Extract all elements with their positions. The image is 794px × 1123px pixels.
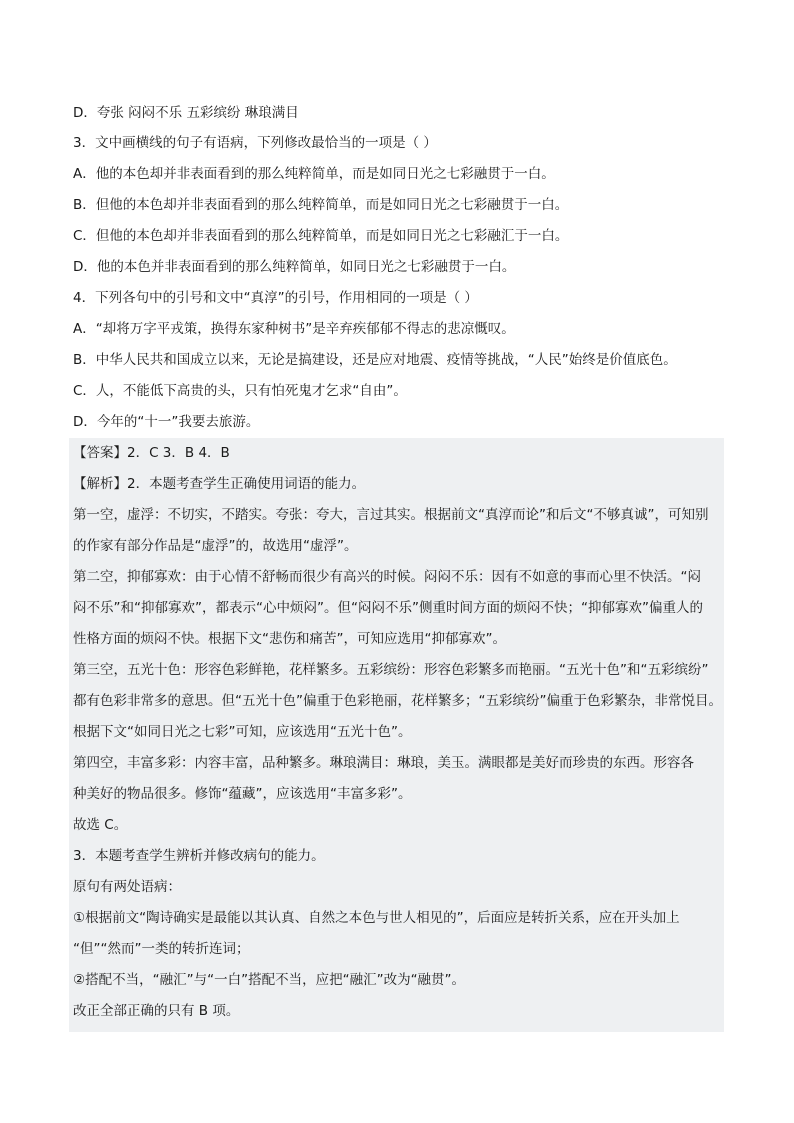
explanation-line: 第二空，抑郁寡欢：由于心情不舒畅而很少有高兴的时候。闷闷不乐：因有不如意的事而心里不快活。“闷 (73, 569, 701, 585)
explanation-line: ①根据前文“陶诗确实是最能以其认真、自然之本色与世人相见的”，后面应是转折关系，应在开头加上 (73, 910, 680, 926)
q3-option-a: A．他的本色却并非表面看到的那么纯粹简单，而是如同日光之七彩融贯于一白。 (73, 166, 555, 182)
explanation-line: ②搭配不当，“融汇”与“一白”搭配不当，应把“融汇”改为“融贯”。 (73, 972, 466, 988)
explanation-line: 的作家有部分作品是“虚浮”的，故选用“虚浮”。 (73, 538, 358, 554)
explanation-line: 【解析】2．本题考查学生正确使用词语的能力。 (73, 476, 366, 492)
q4-option-d: D．今年的“十一”我要去旅游。 (73, 414, 260, 430)
explanation-line: 根据下文“如同日光之七彩”可知，应该选用“五光十色”。 (73, 724, 412, 740)
explanation-line: 原句有两处语病： (73, 879, 181, 895)
explanation-line: 第三空，五光十色：形容色彩鲜艳，花样繁多。五彩缤纷：形容色彩繁多而艳丽。“五光十色”和“五彩缤纷” (73, 662, 709, 678)
explanation-line: 都有色彩非常多的意思。但“五光十色”偏重于色彩艳丽，花样繁多；“五彩缤纷”偏重于色彩繁杂，非常悦目。 (73, 693, 722, 709)
q3-option-d: D．他的本色并非表面看到的那么纯粹简单，如同日光之七彩融贯于一白。 (73, 259, 516, 275)
explanation-line: 第四空，丰富多彩：内容丰富，品种繁多。琳琅满目：琳琅，美玉。满眼都是美好而珍贵的东西。形容各 (73, 755, 694, 771)
q4-option-a: A．“却将万字平戎策，换得东家种树书”是辛弃疾郁郁不得志的悲凉慨叹。 (73, 321, 515, 337)
explanation-line: 故选 C。 (73, 817, 128, 833)
q4-option-b: B．中华人民共和国成立以来，无论是搞建设，还是应对地震、疫情等挑战，“人民”始终是价值底色。 (73, 352, 677, 368)
answer-line: 【答案】2．C 3．B 4．B (73, 445, 230, 461)
explanation-line: “但”“然而”一类的转折连词； (73, 941, 250, 957)
explanation-line: 性格方面的烦闷不快。根据下文“悲伤和痛苦”，可知应选用“抑郁寡欢”。 (73, 631, 506, 647)
q3-option-b: B．但他的本色却并非表面看到的那么纯粹简单，而是如同日光之七彩融贯于一白。 (73, 197, 569, 213)
explanation-line: 第一空，虚浮：不切实，不踏实。夸张：夸大，言过其实。根据前文“真淳而论”和后文“不够真诚”，可知别 (73, 507, 709, 523)
explanation-line: 3．本题考查学生辨析并修改病句的能力。 (73, 848, 325, 864)
explanation-line: 改正全部正确的只有 B 项。 (73, 1003, 240, 1019)
explanation-line: 闷不乐”和“抑郁寡欢”，都表示“心中烦闷”。但“闷闷不乐”侧重时间方面的烦闷不快；“抑郁寡欢”偏重人的 (73, 600, 703, 616)
q3-option-c: C．但他的本色却并非表面看到的那么纯粹简单，而是如同日光之七彩融汇于一白。 (73, 228, 569, 244)
q4-option-c: C．人，不能低下高贵的头，只有怕死鬼才乞求“自由”。 (73, 383, 407, 399)
q2-option-d: D．夸张 闷闷不乐 五彩缤纷 琳琅满目 (73, 105, 299, 121)
explanation-line: 种美好的物品很多。修饰“蕴藏”，应该选用“丰富多彩”。 (73, 786, 412, 802)
q3-stem: 3．文中画横线的句子有语病，下列修改最恰当的一项是（ ） (73, 135, 437, 151)
q4-stem: 4．下列各句中的引号和文中“真淳”的引号，作用相同的一项是（ ） (73, 290, 478, 306)
